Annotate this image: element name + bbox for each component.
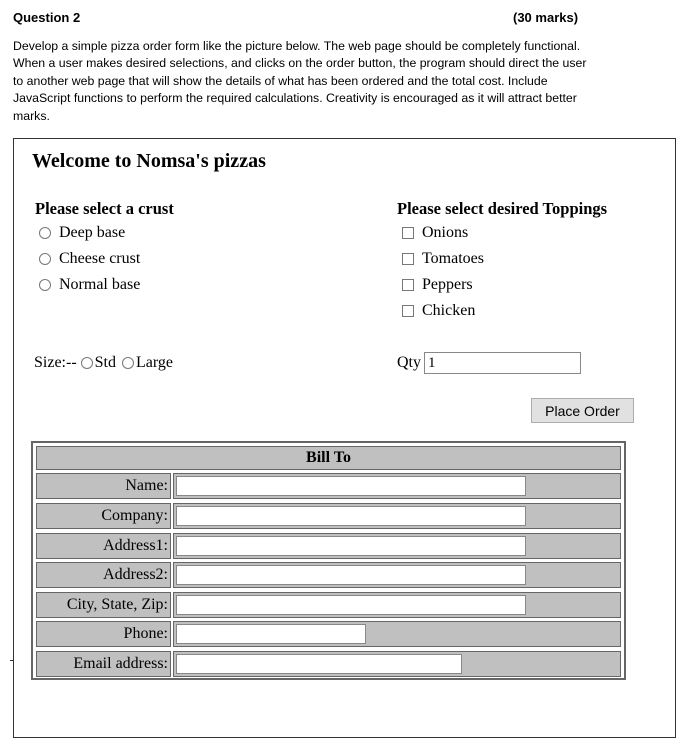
bill-input-cell [173,473,621,499]
qty-row [397,352,581,374]
crust-option-cheese-crust[interactable] [39,250,140,268]
bill-input-cell [173,533,621,559]
checkbox[interactable] [402,253,414,265]
page-title: Welcome to Nomsa's pizzas [32,150,266,172]
topping-tomatoes[interactable] [402,250,484,268]
radio-button[interactable] [39,253,51,265]
name-field[interactable] [176,476,526,496]
checkbox[interactable] [402,279,414,291]
topping-label: Peppers [422,276,473,293]
size-large-label: Large [136,354,174,371]
bill-field-label: Address1: [36,533,171,559]
bill-row-phone [36,621,621,647]
bill-field-label: Phone: [36,621,171,647]
question-line: to another web page that will show the details of what has been ordered and the total cost. Include [13,73,548,88]
bill-row-city-state-zip [36,592,621,618]
crust-title: Please select a crust [35,199,174,218]
bill-field-label: City, State, Zip: [36,592,171,618]
place-order-button[interactable]: Place Order [531,398,634,423]
topping-label: Tomatoes [422,250,484,267]
topping-onions[interactable] [402,224,468,242]
bill-field-label: Company: [36,503,171,529]
phone-field[interactable] [176,624,366,644]
qty-input[interactable]: 1 [424,352,581,374]
bill-row-email [36,651,621,677]
bill-field-label: Address2: [36,562,171,588]
city-state-zip-field[interactable] [176,595,526,615]
topping-label: Onions [422,224,469,241]
bill-input-cell [173,562,621,588]
address2-field[interactable] [176,565,526,585]
bill-field-label: Name: [36,473,171,499]
bill-row-name [36,473,621,499]
question-line: JavaScript functions to perform the required calculations. Creativity is encouraged as it will attract better [13,91,577,106]
size-large-radio[interactable] [122,357,134,369]
bill-row-company [36,503,621,529]
bill-field-label: Email address: [36,651,171,677]
size-std-label: Std [94,354,116,371]
bill-input-cell [173,651,621,677]
size-row [34,354,173,372]
topping-peppers[interactable] [402,276,473,294]
bill-input-cell [173,621,621,647]
bill-input-cell [173,592,621,618]
topping-label: Chicken [422,302,476,319]
qty-label: Qty [397,354,421,371]
toppings-title: Please select desired Toppings [397,199,608,218]
company-field[interactable] [176,506,526,526]
question-line: When a user makes desired selections, and clicks on the order button, the program should direct the user [13,56,587,71]
crust-option-label: Cheese crust [59,250,141,267]
size-label: Size:-- [34,354,77,371]
crust-option-deep-base[interactable] [39,224,125,242]
bill-to-table [31,441,626,680]
radio-button[interactable] [39,279,51,291]
bill-input-cell [173,503,621,529]
question-title: Question 2 [13,10,81,25]
question-text [13,38,613,125]
size-std-radio[interactable] [81,357,93,369]
address1-field[interactable] [176,536,526,556]
bill-row-address1 [36,533,621,559]
question-marks: (30 marks) [513,10,579,25]
topping-chicken[interactable] [402,302,475,320]
crust-option-label: Normal base [59,276,141,293]
email-field[interactable] [176,654,462,674]
radio-button[interactable] [39,227,51,239]
question-line: marks. [13,108,50,123]
margin-mark [10,660,13,661]
question-line: Develop a simple pizza order form like the picture below. The web page should be completely functional. [13,39,581,53]
checkbox[interactable] [402,227,414,239]
crust-option-normal-base[interactable] [39,276,140,294]
checkbox[interactable] [402,305,414,317]
bill-to-title: Bill To [36,446,621,470]
crust-option-label: Deep base [59,224,126,241]
bill-row-address2 [36,562,621,588]
